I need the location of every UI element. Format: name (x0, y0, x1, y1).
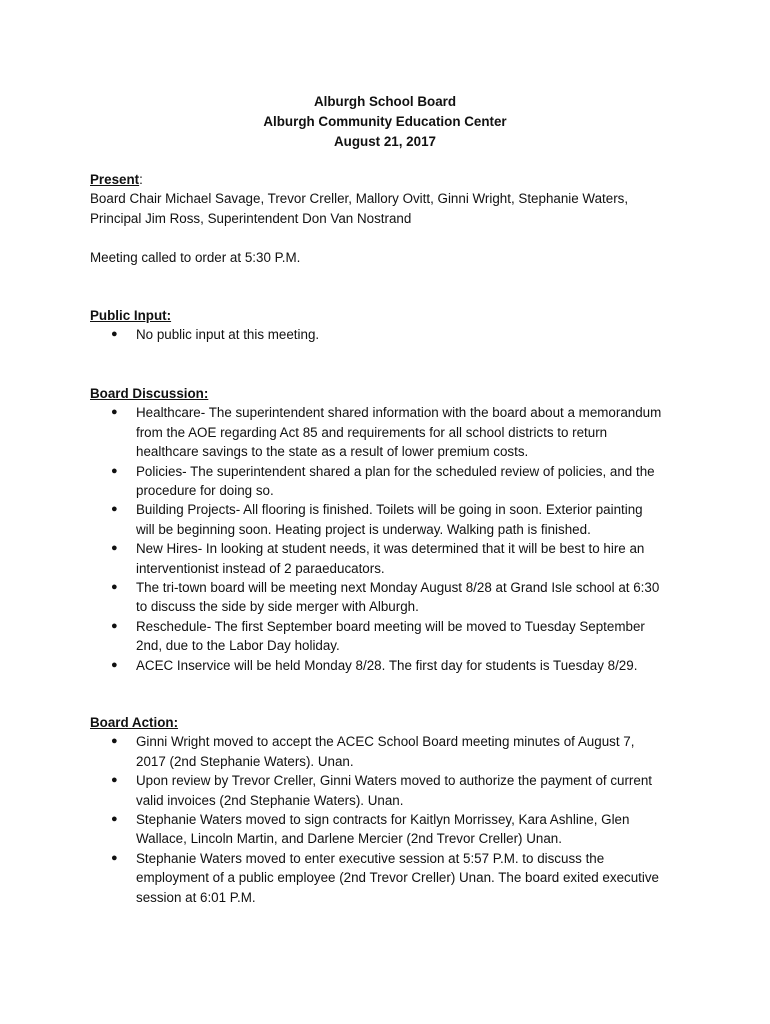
list-item-line: The tri-town board will be meeting next Monday August 8/28 at Grand Isle school at 6:30 (136, 580, 660, 596)
list-item (90, 732, 690, 771)
list-item (90, 462, 690, 501)
list-item-line: Stephanie Waters moved to sign contracts for Kaitlyn Morrissey, Kara Ashline, Glen (136, 812, 630, 828)
list-item (90, 500, 690, 539)
call-to-order (90, 248, 690, 267)
present-section (90, 170, 690, 228)
bullet-icon: ● (111, 813, 118, 826)
list-item (90, 539, 690, 578)
list-item-line: Policies- The superintendent shared a plan for the scheduled review of policies, and the (136, 463, 655, 479)
list-item-line: Ginni Wright moved to accept the ACEC School Board meeting minutes of August 7, (136, 734, 635, 750)
board-action-list (90, 732, 690, 907)
public-input-section (90, 306, 690, 345)
list-item-line: Stephanie Waters moved to enter executive session at 5:57 P.M. to discuss the (136, 850, 605, 866)
board-action-heading: Board Action: (90, 715, 179, 730)
list-item (90, 771, 690, 810)
list-item (90, 325, 690, 344)
call-to-order-text: Meeting called to order at 5:30 P.M. (90, 250, 301, 265)
list-item-line: interventionist instead of 2 paraeducators. (136, 560, 385, 576)
list-item-line: from the AOE regarding Act 85 and requirements for all school districts to return (136, 424, 608, 440)
present-label: Present (90, 172, 140, 187)
list-item-line: Healthcare- The superintendent shared information with the board about a memorandum (136, 405, 662, 421)
board-discussion-list (90, 403, 690, 675)
board-discussion-section (90, 384, 690, 675)
bullet-icon: ● (111, 328, 118, 341)
list-item-line: to discuss the side by side merger with Alburgh. (136, 599, 419, 615)
bullet-icon: ● (111, 619, 118, 632)
bullet-icon: ● (111, 581, 118, 594)
bullet-icon: ● (111, 658, 118, 671)
bullet-icon: ● (111, 735, 118, 748)
list-item-line: 2nd, due to the Labor Day holiday. (136, 638, 340, 654)
bullet-icon: ● (111, 464, 118, 477)
bullet-icon: ● (111, 542, 118, 555)
list-item-line: will be beginning soon. Heating project is underway. Walking path is finished. (136, 521, 591, 537)
present-attendees-line-1: Board Chair Michael Savage, Trevor Creller, Mallory Ovitt, Ginni Wright, Stephanie Waters, (90, 191, 629, 207)
board-action-section (90, 713, 690, 907)
list-item (90, 403, 690, 461)
header-board-name: Alburgh School Board (313, 94, 457, 109)
present-colon: : (139, 172, 143, 187)
document-header (0, 92, 770, 152)
list-item-line: session at 6:01 P.M. (136, 889, 256, 905)
list-item-line: healthcare savings to the state as a result of lower premium costs. (136, 444, 529, 460)
board-discussion-heading: Board Discussion: (90, 386, 209, 401)
header-date: August 21, 2017 (334, 134, 436, 149)
bullet-icon: ● (111, 851, 118, 864)
public-input-heading: Public Input: (90, 308, 172, 323)
list-item-line: employment of a public employee (2nd Trevor Creller) Unan. The board exited executive (136, 870, 659, 886)
list-item-line: Wallace, Lincoln Martin, and Darlene Mercier (2nd Trevor Creller) Unan. (136, 831, 562, 847)
list-item-line: New Hires- In looking at student needs, it was determined that it will be best to hire an (136, 541, 645, 557)
list-item-text: No public input at this meeting. (136, 327, 320, 343)
list-item-line: valid invoices (2nd Stephanie Waters). Unan. (136, 792, 404, 808)
header-location: Alburgh Community Education Center (263, 114, 507, 129)
list-item-line: Upon review by Trevor Creller, Ginni Waters moved to authorize the payment of current (136, 773, 653, 789)
list-item-line: Reschedule- The first September board meeting will be moved to Tuesday September (136, 618, 645, 634)
bullet-icon: ● (111, 406, 118, 419)
list-item (90, 810, 690, 849)
list-item (90, 578, 690, 617)
present-attendees-line-2: Principal Jim Ross, Superintendent Don Van Nostrand (90, 210, 412, 226)
bullet-icon: ● (111, 503, 118, 516)
present-heading-line (90, 170, 690, 189)
list-item-line: procedure for doing so. (136, 483, 274, 499)
list-item-line: 2017 (2nd Stephanie Waters). Unan. (136, 753, 354, 769)
public-input-list (90, 325, 690, 344)
list-item (90, 656, 690, 675)
list-item-line: Building Projects- All flooring is finished. Toilets will be going in soon. Exterior painting (136, 502, 643, 518)
list-item (90, 617, 690, 656)
list-item-line: ACEC Inservice will be held Monday 8/28. The first day for students is Tuesday 8/29. (136, 657, 638, 673)
bullet-icon: ● (111, 774, 118, 787)
list-item (90, 849, 690, 907)
